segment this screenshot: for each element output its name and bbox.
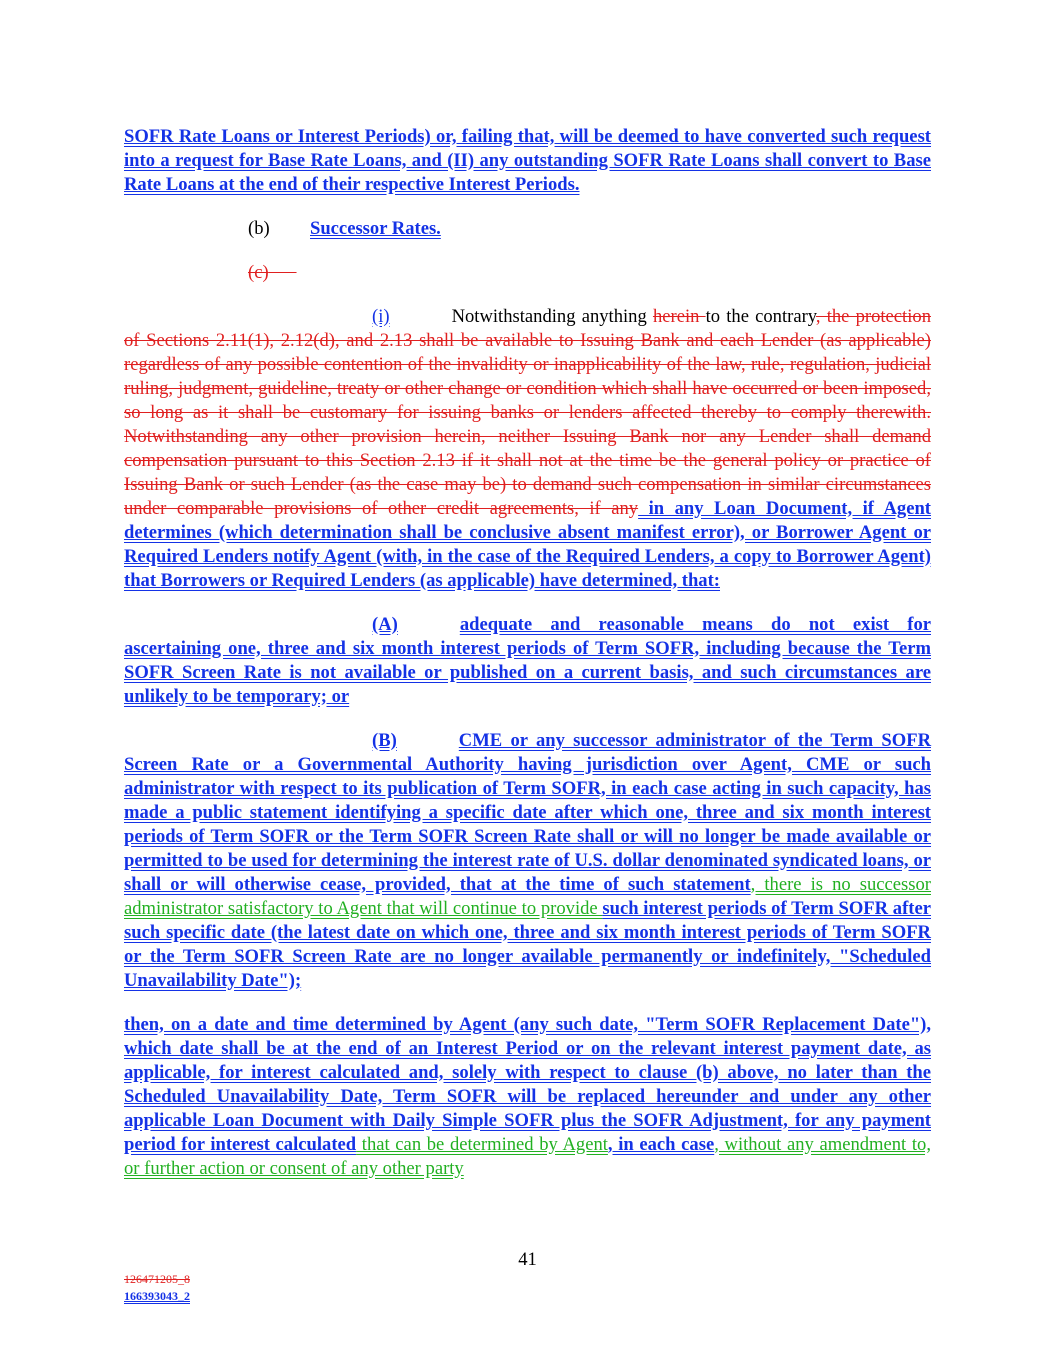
paragraph-B-number: (B) (372, 730, 397, 751)
inserted-text: adequate and reasonable means do not exist for ascertaining one, three and six month interest periods of Term SOFR, including because the Term SOFR Screen Rate is not available or published on a current basis, and such circumstances are unlikely to be temporary; or (124, 614, 931, 707)
inserted-text: such interest periods of Term SOFR after such specific date (the latest date on which one, three and six month interest periods of Term SOFR or the Term SOFR Screen Rate are no longer available permanently or indefinitely, "Scheduled Unavailability Date"); (124, 898, 931, 991)
paragraph-i-number: (i) (372, 306, 390, 327)
section-b-heading (124, 217, 931, 241)
inserted-text: , in each case (607, 1134, 715, 1155)
inserted-text: SOFR Rate Loans or Interest Periods) or, failing that, will be deemed to have converted such request into a request for Base Rate Loans, and (II) any outstanding SOFR Rate Loans shall convert to Base Rate Loans at the end of their respective Interest Periods. (124, 126, 931, 195)
doc-id-deleted: 126471205_8 (124, 1272, 190, 1286)
text: to the contrary (705, 306, 816, 327)
section-c-number: (c) (248, 262, 269, 283)
moved-text: that can be determined by Agent (356, 1134, 608, 1155)
inserted-text: in any Loan Document, if Agent determines (which determination shall be conclusive absent manifest error), or Borrower Agent or Required Lenders notify Agent (with, in the case of the Required Lenders, a copy to Borrower Agent) that Borrowers or Required Lenders (as applicable) have determined, that: (124, 498, 931, 591)
paragraph-i (124, 305, 931, 593)
section-b-title: Successor Rates. (310, 218, 441, 239)
doc-id-inserted: 166393043_2 (124, 1289, 190, 1303)
paragraph-continuation (124, 125, 931, 197)
document-body (124, 125, 931, 1181)
paragraph-then (124, 1013, 931, 1181)
text: Notwithstanding anything (451, 306, 653, 327)
section-b-number: (b) (248, 218, 270, 239)
page-number: 41 (518, 1249, 537, 1270)
inserted-text: CME or any successor administrator of the Term SOFR Screen Rate or a Governmental Authority having jurisdiction over Agent, CME or such administrator with respect to its publication of Term SOFR, in each case acting in such capacity, has made a public statement identifying a specific date after which one, three and six month interest periods of Term SOFR or the Term SOFR Screen Rate shall or will no longer be made available or permitted to be used for determining the interest rate of U.S. dollar denominated syndicated loans, or shall or will otherwise cease, provided, that at the time of such statement (124, 730, 931, 895)
moved-text: , without any amendment to, or further action or consent of any other party (124, 1134, 931, 1179)
inserted-text: then, on a date and time determined by Agent (any such date, "Term SOFR Replacement Date"), which date shall be at the end of an Interest Period or on the relevant interest payment date, as applicable, for interest calculated and, solely with respect to clause (b) above, no later than the Scheduled Unavailability Date, Term SOFR will be replaced hereunder and under any other applicable Loan Document with Daily Simple SOFR plus the SOFR Adjustment, for any payment period for interest calculated (124, 1014, 931, 1155)
paragraph-A-number: (A) (372, 614, 398, 635)
section-c-deleted-heading (124, 261, 931, 285)
deleted-text: herein (652, 306, 706, 327)
paragraph-A (124, 613, 931, 709)
moved-text: , there is no successor administrator satisfactory to Agent that will continue to provide (124, 874, 931, 919)
deleted-text: , the protection of Sections 2.11(1), 2.12(d), and 2.13 shall be available to Issuing Bank and each Lender (as applicable) regardless of any possible contention of the invalidity or inapplicability of the law, rule, regulation, judicial ruling, judgment, guideline, treaty or other change or condition which shall have occurred or been imposed, so long as it shall be customary for issuing banks or lenders affected thereby to comply therewith. Notwithstanding any other provision herein, neither Issuing Bank nor any Lender shall demand compensation pursuant to this Section 2.13 if it shall not at the time be the general policy or practice of Issuing Bank or such Lender (as the case may be) to demand such compensation in similar circumstances under comparable provisions of other credit agreements, if any (124, 306, 931, 519)
paragraph-B (124, 729, 931, 993)
